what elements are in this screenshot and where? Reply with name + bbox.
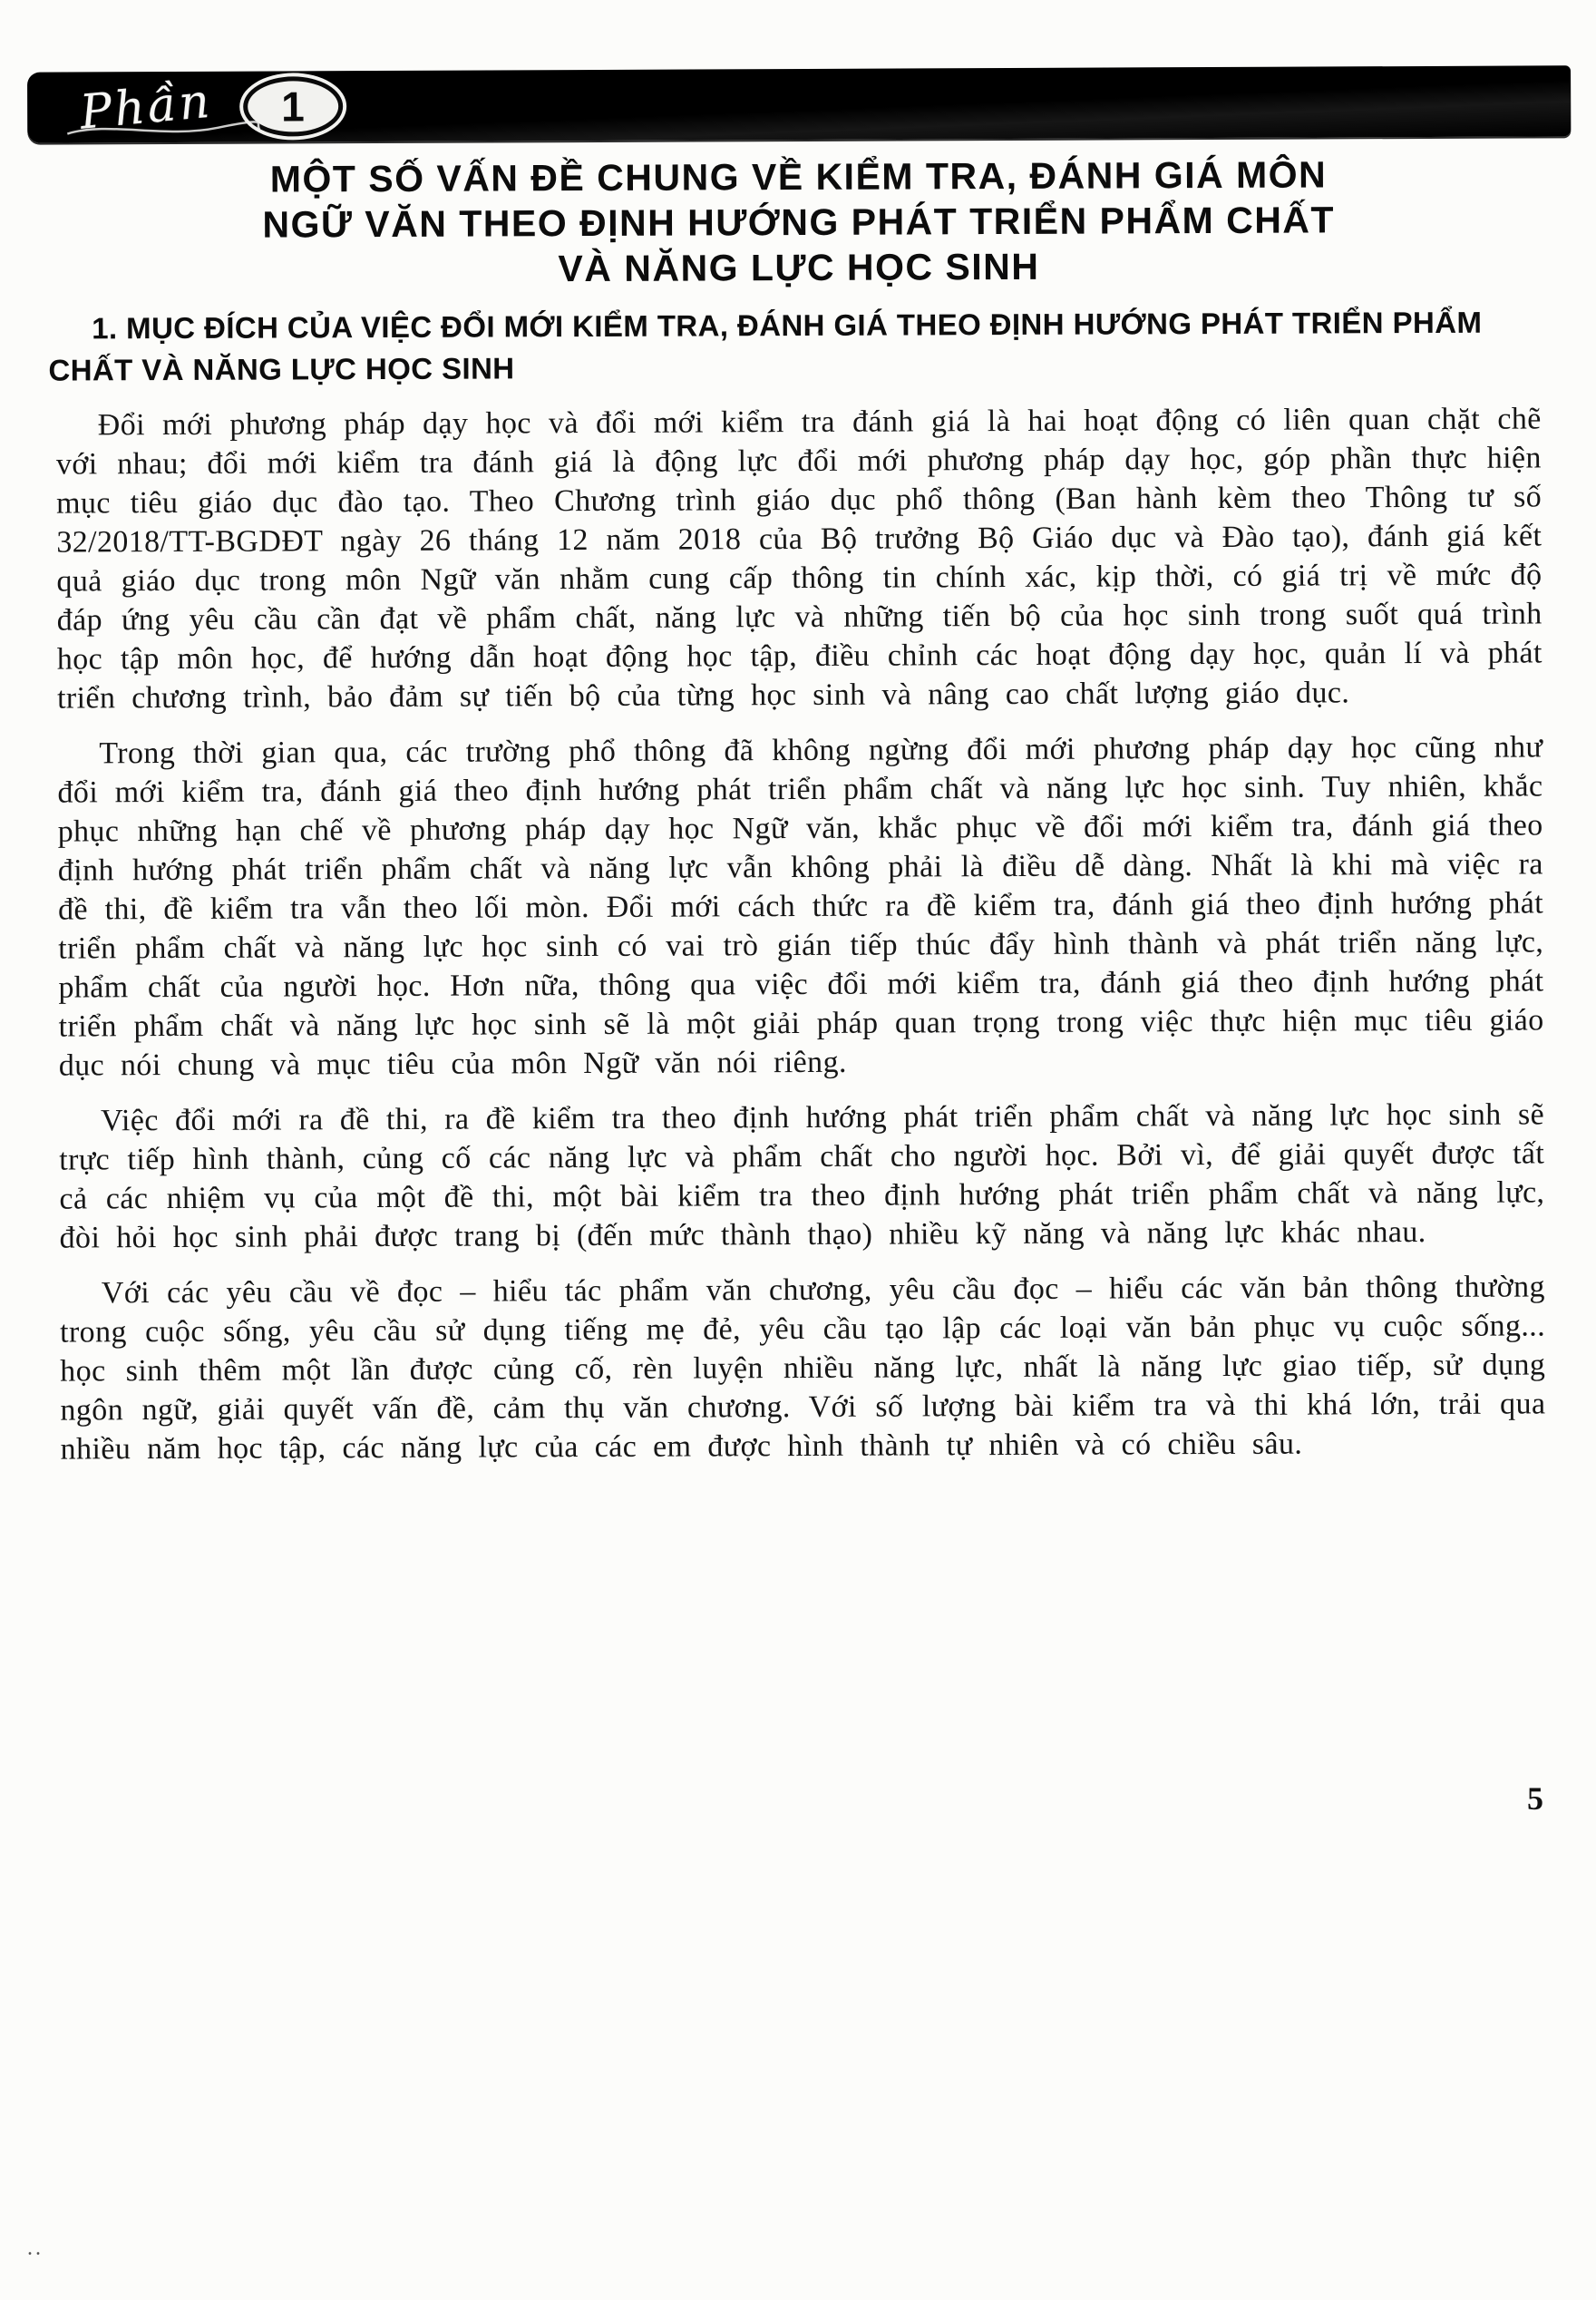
flourish-decoration bbox=[63, 119, 263, 140]
page-title bbox=[63, 151, 1533, 293]
paragraph-4: Với các yêu cầu về đọc – hiểu tác phẩm văn chương, yêu cầu đọc – hiểu các văn bản thông thường trong cuộc sống, yêu cầu sử dụng tiếng mẹ đẻ, yêu cầu tạo lập các loại văn bản phục vụ cuộc sống... học sinh thêm một lần được củng cố, rèn luyện nhiều năng lực, nhất là năng lực giao tiếp, sử dụng ngôn ngữ, giải quyết vấn đề, cảm thụ văn chương. Với số lượng bài kiểm tra và thi khá lớn, trải qua nhiều năm học tập, các năng lực của các em được hình thành tự nhiên và có chiều sâu. bbox=[59, 1270, 1546, 1467]
body-text bbox=[2, 399, 1596, 1469]
title-line-1: MỘT SỐ VẤN ĐỀ CHUNG VỀ KIỂM TRA, ĐÁNH GIÁ MÔN bbox=[269, 153, 1328, 200]
scan-artifact: .. bbox=[27, 2237, 44, 2260]
part-script-label: Phần bbox=[77, 73, 215, 141]
paragraph-1: Đổi mới phương pháp dạy học và đổi mới kiểm tra đánh giá là hai hoạt động có liên quan chặt chẽ với nhau; đổi mới kiểm tra đánh giá là động lực đổi mới phương pháp dạy học, góp phần thực hiện mục tiêu giáo dục đào tạo. Theo Chương trình giáo dục phổ thông (Ban hành kèm theo Thông tư số 32/2018/TT-BGDĐT ngày 26 tháng 12 năm 2018 của Bộ trưởng Bộ Giáo dục và Đào tạo), đánh giá kết quả giáo dục trong môn Ngữ văn nhằm cung cấp thông tin chính xác, kịp thời, có giá trị về mức độ đáp ứng yêu cầu cần đạt về phẩm chất, năng lực và những tiến bộ của học sinh trong suốt quá trình học tập môn học, để hướng dẫn hoạt động học tập, điều chỉnh các hoạt động dạy học, quản lí và phát triển chương trình, bảo đảm sự tiến bộ của từng học sinh và nâng cao chất lượng giáo dục. bbox=[55, 402, 1542, 716]
paragraph-3: Việc đổi mới ra đề thi, ra đề kiểm tra theo định hướng phát triển phẩm chất và năng lực học sinh sẽ trực tiếp hình thành, củng cố các năng lực và phẩm chất cho người học. Bởi vì, để giải quyết được tất cả các nhiệm vụ của một đề thi, một bài kiểm tra theo định hướng phát triển phẩm chất và năng lực, đòi hỏi học sinh phải được trang bị (đến mức thành thạo) nhiều kỹ năng và năng lực khác nhau. bbox=[59, 1097, 1545, 1255]
part-number: 1 bbox=[281, 83, 305, 131]
scanned-content bbox=[0, 65, 1596, 1469]
section-heading: 1. MỤC ĐÍCH CỦA VIỆC ĐỔI MỚI KIỂM TRA, ĐÁNH GIÁ THEO ĐỊNH HƯỚNG PHÁT TRIỂN PHẨM CHẤT VÀ NĂNG LỰC HỌC SINH bbox=[48, 305, 1483, 387]
part-banner bbox=[27, 65, 1571, 142]
paragraph-2: Trong thời gian qua, các trường phổ thông đã không ngừng đổi mới phương pháp dạy học cũng như đổi mới kiểm tra, đánh giá theo định hướng phát triển phẩm chất và năng lực học sinh. Tuy nhiên, khắc phục những hạn chế về phương pháp dạy học Ngữ văn, khắc phục về đổi mới kiểm tra, đánh giá theo định hướng phát triển phẩm chất và năng lực vẫn không phải là điều dễ dàng. Nhất là khi mà việc ra đề thi, đề kiểm tra vẫn theo lối mòn. Đổi mới cách thức ra đề kiểm tra, đánh giá theo định hướng phát triển phẩm chất và năng lực học sinh có vai trò gián tiếp thúc đẩy hình thành và phát triển năng lực, phẩm chất của người học. Hơn nữa, thông qua việc đổi mới kiểm tra, đánh giá theo định hướng phát triển phẩm chất và năng lực học sinh sẽ là một giải pháp quan trọng trong việc thực hiện mục tiêu giáo dục nói chung và mục tiêu của môn Ngữ văn nói riêng. bbox=[57, 730, 1544, 1083]
title-line-3: VÀ NĂNG LỰC HỌC SINH bbox=[558, 245, 1040, 290]
title-line-2: NGỮ VĂN THEO ĐỊNH HƯỚNG PHÁT TRIỂN PHẨM CHẤT bbox=[262, 199, 1336, 246]
page-number: 5 bbox=[1527, 1780, 1543, 1817]
